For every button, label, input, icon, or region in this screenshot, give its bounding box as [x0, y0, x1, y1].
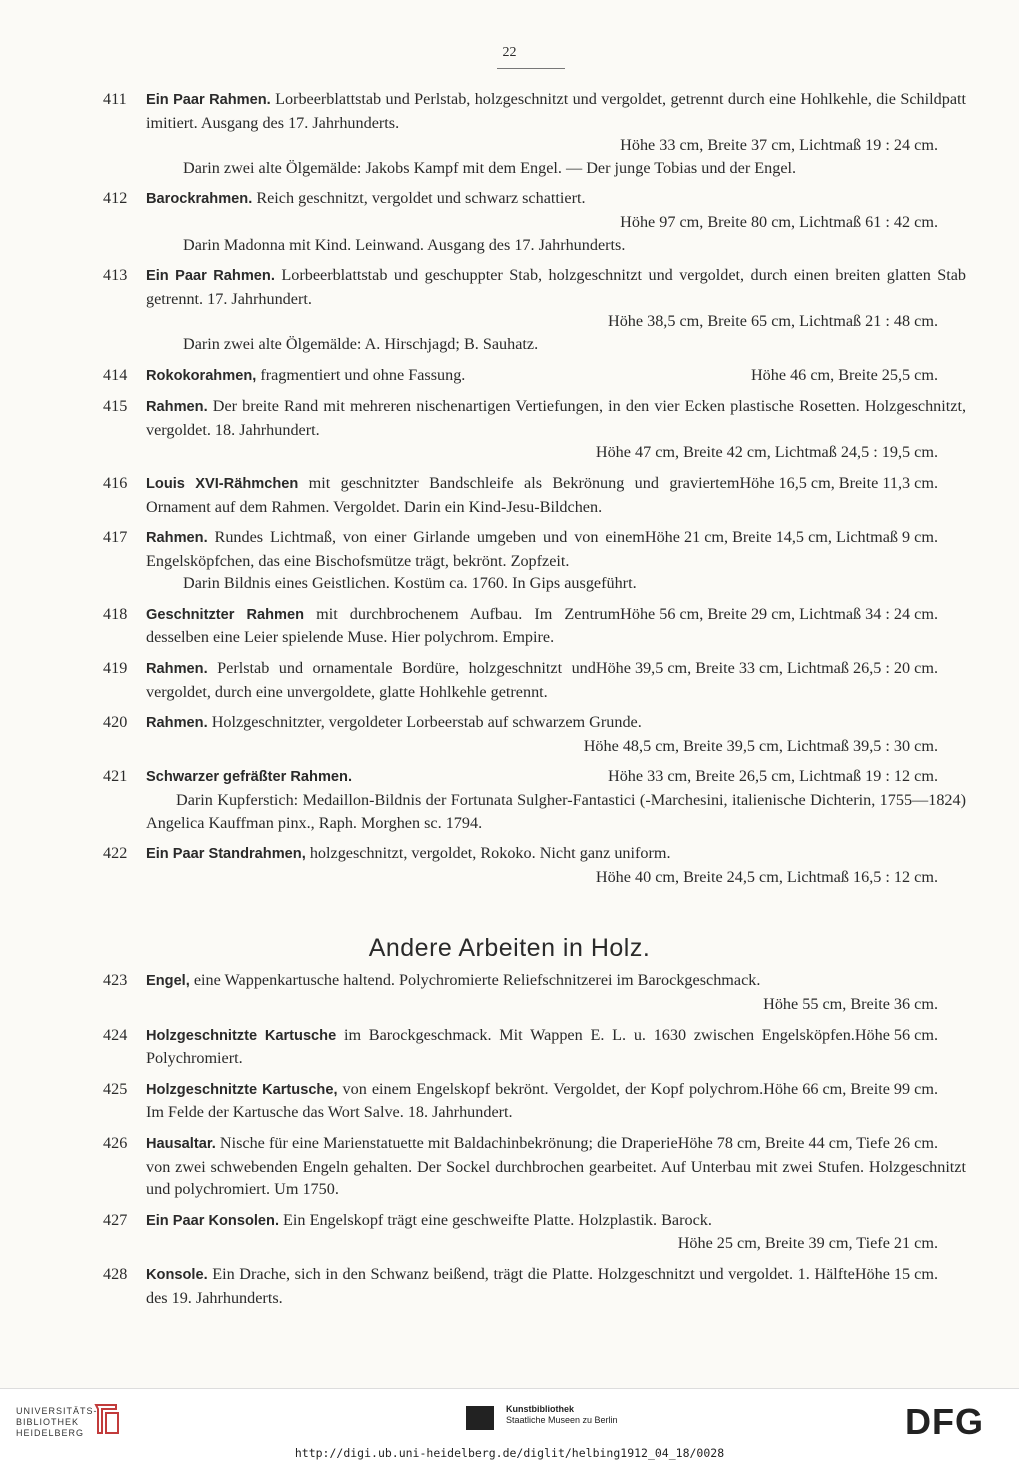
entry-description: Lorbeerblattstab und Perlstab, holzgeschnitzt und vergoldet, getrennt durch eine Hohlkehle, die Schildpatt imitiert. Ausgang des 17. Jahrhunderts. [146, 90, 966, 132]
entry-number: 419 [103, 659, 128, 678]
entry-number: 421 [103, 767, 128, 786]
dfg-logo: DFG [905, 1401, 984, 1442]
entry-number: 428 [103, 1264, 128, 1283]
entry-title: Hausaltar. [146, 1135, 216, 1152]
entry-number: 425 [103, 1079, 128, 1098]
entry-title: Ein Paar Konsolen. [146, 1212, 279, 1229]
entry-body [146, 264, 966, 355]
entry-body [146, 187, 966, 256]
entry-description: im Barockgeschmack. Mit Wappen E. L. u. 1630 zwischen Engelsköpfen. Polychromiert. [146, 1025, 855, 1068]
entry-body [146, 526, 966, 595]
page-number-rule [497, 68, 565, 69]
entry-title: Barockrahmen. [146, 191, 253, 208]
entry-body [146, 1024, 966, 1070]
entry-description: Lorbeerblattstab und geschuppter Stab, holzgeschnitzt und vergoldet, durch einen breiten glatten Stab getrennt. 17. Jahrhundert. [146, 266, 967, 308]
entry-number: 423 [103, 971, 128, 990]
catalog-entry [0, 842, 1019, 888]
entry-body [146, 1263, 966, 1309]
entry-number: 413 [103, 266, 128, 285]
entry-measurements: Höhe 33 cm, Breite 37 cm, Lichtmaß 19 : 24 cm. [620, 136, 938, 155]
uni-line-3: HEIDELBERG [16, 1428, 85, 1438]
entry-measurements: Höhe 78 cm, Breite 44 cm, Tiefe 26 cm. [677, 1133, 938, 1152]
entries-container [0, 88, 1019, 1317]
entry-number: 422 [103, 844, 128, 863]
catalog-entry [0, 657, 1019, 703]
entry-measurements: Höhe 33 cm, Breite 26,5 cm, Lichtmaß 19 : 12 cm. [608, 767, 938, 786]
entry-measurements: Höhe 21 cm, Breite 14,5 cm, Lichtmaß 9 cm. [644, 528, 938, 547]
entry-measurements: Höhe 47 cm, Breite 42 cm, Lichtmaß 24,5 : 19,5 cm. [595, 443, 938, 462]
entry-measurements: Höhe 66 cm, Breite 99 cm. [763, 1079, 938, 1098]
uni-line-1: UNIVERSITÄTS- [16, 1406, 98, 1416]
permalink-url[interactable]: http://digi.ub.uni-heidelberg.de/diglit/helbing1912_04_18/0028 [294, 1446, 725, 1460]
entry-body [146, 1078, 966, 1124]
entry-body [146, 472, 966, 518]
catalog-entry [0, 1132, 1019, 1201]
footer-bar [0, 1388, 1019, 1464]
entry-description: Rundes Lichtmaß, von einer Girlande umgeben und von einem Engelsköpfchen, das eine Bischofsmütze trägt, bekrönt. Zopfzeit. [146, 528, 645, 570]
entry-body [146, 1209, 966, 1255]
catalog-entry [0, 526, 1019, 595]
entry-number: 424 [103, 1025, 128, 1044]
kunstbibliothek-label [506, 1404, 618, 1426]
entry-title: Rahmen. [146, 715, 208, 732]
entry-title: Schwarzer gefräßter Rahmen. [146, 769, 353, 786]
entry-number: 412 [103, 189, 128, 208]
entry-measurements: Höhe 55 cm, Breite 36 cm. [763, 995, 938, 1013]
entry-measurements: Höhe 56 cm. [854, 1025, 938, 1044]
entry-body [146, 88, 966, 179]
entry-note: Darin Madonna mit Kind. Leinwand. Ausgang des 17. Jahrhunderts. [183, 235, 626, 254]
entry-measurements: Höhe 25 cm, Breite 39 cm, Tiefe 21 cm. [677, 1234, 938, 1253]
entry-description: Der breite Rand mit mehreren nischenartigen Vertiefungen, in den vier Ecken plastische Rosetten. Holzgeschnitzt, vergoldet. 18. Jahrhundert. [146, 397, 966, 439]
entry-title: Rokokorahmen, [146, 367, 257, 384]
entry-title: Ein Paar Rahmen. [146, 268, 275, 285]
entry-measurements: Höhe 46 cm, Breite 25,5 cm. [750, 365, 938, 384]
section-heading: Andere Arbeiten in Holz. [368, 934, 651, 963]
frames-list [0, 88, 1019, 888]
entry-body [146, 657, 966, 703]
entry-measurements: Höhe 56 cm, Breite 29 cm, Lichtmaß 34 : 24 cm. [620, 604, 938, 623]
kb-line-2: Staatliche Museen zu Berlin [506, 1415, 618, 1425]
catalog-entry [0, 1078, 1019, 1124]
entry-title: Ein Paar Standrahmen, [146, 846, 306, 863]
university-logo-icon [92, 1401, 122, 1437]
catalog-entry [0, 1209, 1019, 1255]
catalog-entry [0, 264, 1019, 355]
entry-title: Geschnitzter Rahmen [146, 606, 305, 623]
catalog-entry [0, 1024, 1019, 1070]
entry-title: Holzgeschnitzte Kartusche [146, 1027, 337, 1044]
wood-works-list [0, 969, 1019, 1309]
entry-description: holzgeschnitzt, vergoldet, Rokoko. Nicht ganz uniform. [309, 844, 671, 863]
entry-body [146, 1132, 966, 1201]
entry-title: Holzgeschnitzte Kartusche, [146, 1081, 338, 1098]
entry-body [146, 842, 966, 888]
entry-description: fragmentiert und ohne Fassung. [260, 365, 466, 384]
entry-measurements: Höhe 97 cm, Breite 80 cm, Lichtmaß 61 : 42 cm. [620, 212, 938, 231]
entry-body [146, 711, 966, 757]
entry-description: mit geschnitzter Bandschleife als Bekrönung und graviertem Ornament auf dem Rahmen. Vergoldet. Darin ein Kind-Jesu-Bildchen. [146, 473, 740, 516]
catalog-entry [0, 395, 1019, 464]
entry-title: Louis XVI-Rähmchen [146, 475, 299, 492]
uni-line-2: BIBLIOTHEK [16, 1417, 80, 1427]
entry-measurements: Höhe 39,5 cm, Breite 33 cm, Lichtmaß 26,5 : 20 cm. [595, 659, 938, 678]
entry-number: 418 [103, 604, 128, 623]
entry-description: Nische für eine Marienstatuette mit Baldachinbekrönung; die Draperie von zwei schwebenden Engeln gehalten. Der Sockel durchbrochen gearbeitet. Auf Unterbau mit zwei Stufen. Holzgeschnitzt und polychromiert. Um 1750. [146, 1133, 966, 1199]
catalog-entry [0, 969, 1019, 1015]
entry-description: eine Wappenkartusche haltend. Polychromierte Reliefschnitzerei im Barockgeschmack. [193, 971, 761, 990]
entry-title: Rahmen. [146, 661, 208, 678]
catalog-entry [0, 603, 1019, 649]
entry-title: Engel, [146, 973, 190, 990]
entry-number: 415 [103, 397, 128, 416]
entry-body [146, 395, 966, 464]
entry-description: Perlstab und ornamentale Bordüre, holzgeschnitzt und vergoldet, durch eine unvergoldete, glatte Hohlkehle getrennt. [146, 659, 596, 701]
entry-note: Darin zwei alte Ölgemälde: Jakobs Kampf mit dem Engel. — Der junge Tobias und der Engel. [183, 158, 797, 177]
entry-description: Holzgeschnitzter, vergoldeter Lorbeerstab auf schwarzem Grunde. [211, 713, 642, 732]
entry-title: Konsole. [146, 1266, 208, 1283]
entry-body [146, 364, 966, 388]
catalog-entry [0, 88, 1019, 179]
entry-number: 416 [103, 473, 128, 492]
entry-description: von einem Engelskopf bekrönt. Vergoldet, der Kopf polychrom. Im Felde der Kartusche das Wort Salve. 18. Jahrhundert. [146, 1079, 764, 1122]
entry-description: Ein Drache, sich in den Schwanz beißend, trägt die Platte. Holzgeschnitzt und vergoldet. 1. Hälfte des 19. Jahrhunderts. [146, 1264, 855, 1307]
university-library-label [16, 1406, 98, 1439]
entry-measurements: Höhe 48,5 cm, Breite 39,5 cm, Lichtmaß 39,5 : 30 cm. [583, 736, 938, 755]
entry-description: Ein Engelskopf trägt eine geschweifte Platte. Holzplastik. Barock. [283, 1210, 712, 1229]
entry-measurements: Höhe 15 cm. [854, 1264, 938, 1283]
entry-note: Darin Kupferstich: Medaillon-Bildnis der Fortunata Sulgher-Fantastici (-Marchesini, italienische Dichterin, 1755—1824) Angelica Kauffman pinx., Raph. Morghen sc. 1794. [146, 791, 966, 832]
entry-description: mit durchbrochenem Aufbau. Im Zentrum desselben eine Leier spielende Muse. Hier polychrom. Empire. [146, 604, 621, 647]
catalog-entry [0, 472, 1019, 518]
entry-measurements: Höhe 38,5 cm, Breite 65 cm, Lichtmaß 21 : 48 cm. [608, 312, 938, 331]
entry-number: 426 [103, 1133, 128, 1152]
catalog-entry [0, 711, 1019, 757]
entry-title: Ein Paar Rahmen. [146, 92, 271, 108]
catalog-entry [0, 765, 1019, 834]
page-number: 22 [502, 45, 517, 60]
kb-line-1: Kunstbibliothek [506, 1404, 574, 1414]
entry-number: 417 [103, 528, 128, 547]
entry-body [146, 765, 966, 834]
entry-measurements: Höhe 40 cm, Breite 24,5 cm, Lichtmaß 16,5 : 12 cm. [595, 867, 938, 886]
entry-number: 411 [103, 90, 127, 108]
entry-note: Darin Bildnis eines Geistlichen. Kostüm ca. 1760. In Gips ausgeführt. [183, 574, 637, 593]
entry-note: Darin zwei alte Ölgemälde: A. Hirschjagd; B. Sauhatz. [183, 334, 539, 353]
entry-title: Rahmen. [146, 530, 208, 547]
catalog-entry [0, 187, 1019, 256]
catalog-entry [0, 364, 1019, 388]
entry-body [146, 603, 966, 649]
entry-number: 420 [103, 713, 128, 732]
entry-title: Rahmen. [146, 399, 208, 416]
entry-number: 414 [103, 365, 128, 384]
kunstbibliothek-logo-icon [466, 1406, 494, 1430]
entry-measurements: Höhe 16,5 cm, Breite 11,3 cm. [739, 473, 938, 492]
entry-description: Reich geschnitzt, vergoldet und schwarz schattiert. [256, 189, 586, 208]
catalog-entry [0, 1263, 1019, 1309]
entry-number: 427 [103, 1210, 128, 1229]
entry-body [146, 969, 966, 1015]
